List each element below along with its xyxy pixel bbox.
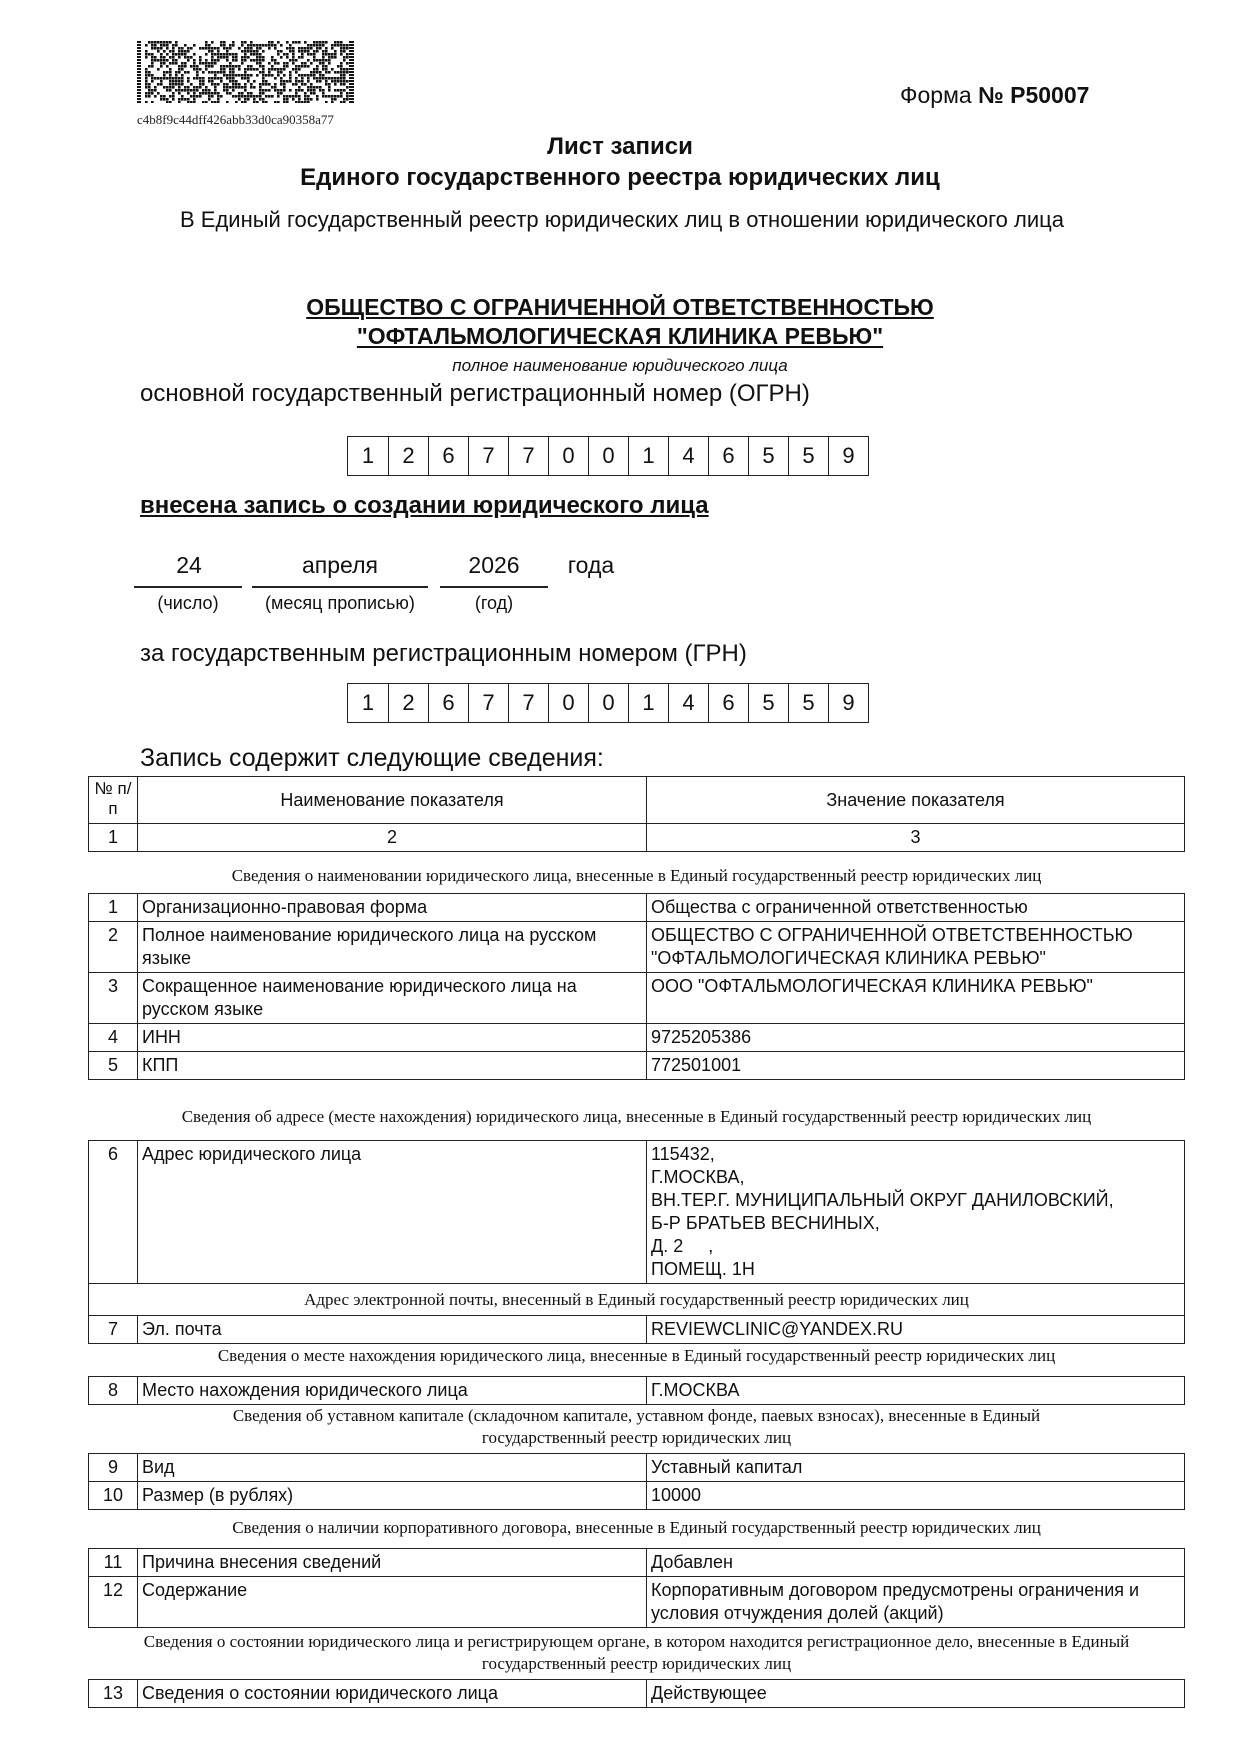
section-heading-status: Сведения о состоянии юридического лица и регистрирующем органе, в котором находится регистрационное дело, внесенные в Единый государственный реестр юридических лиц [143,1632,1130,1673]
date-suffix: года [567,552,615,578]
row-label: Размер (в рублях) [138,1482,647,1510]
section-heading-address: Сведения об адресе (месте нахождения) юридического лица, внесенные в Единый государственный реестр юридических лиц [181,1107,1092,1126]
document-title: Лист записи [547,133,693,160]
row-value: Добавлен [647,1549,1185,1577]
table-row [89,1052,1185,1080]
row-number: 8 [89,1377,138,1405]
header-col2: 2 [138,824,647,852]
row-value: 10000 [647,1482,1185,1510]
ogrn-digit: 9 [828,437,868,475]
grn-digit: 4 [668,684,708,722]
grn-digit: 9 [828,684,868,722]
row-number: 4 [89,1024,138,1052]
row-value: Корпоративным договором предусмотрены ограничения и условия отчуждения долей (акций) [647,1577,1185,1628]
ogrn-digit: 0 [588,437,628,475]
ogrn-digit: 0 [548,437,588,475]
row-label: Место нахождения юридического лица [138,1377,647,1405]
address-line: Г.МОСКВА, [651,1167,745,1187]
corporate-table [88,1548,1185,1628]
header-num: № п/п [89,777,138,824]
address-line: ВН.ТЕР.Г. МУНИЦИПАЛЬНЫЙ ОКРУГ ДАНИЛОВСКИЙ, [651,1190,1114,1210]
table-row [89,1377,1185,1405]
row-value [647,1141,1185,1284]
grn-digit: 1 [361,690,375,715]
grn-digit: 0 [588,684,628,722]
row-label: Причина внесения сведений [138,1549,647,1577]
form-prefix: Форма [900,82,972,108]
section-heading-name: Сведения о наименовании юридического лица, внесенные в Единый государственный реестр юридических лиц [231,866,1042,885]
grn-digit: 2 [388,684,428,722]
name-table [88,893,1185,1080]
ogrn-digit: 2 [388,437,428,475]
header-col3: 3 [647,824,1185,852]
grn-digit: 1 [628,684,668,722]
ogrn-digit: 4 [668,437,708,475]
grn-digit: 5 [788,684,828,722]
date-month: апреля [302,552,378,578]
row-number: 12 [89,1577,138,1628]
row-label: Сокращенное наименование юридического лица на русском языке [138,973,647,1024]
header-value: Значение показателя [647,777,1185,824]
status-table [88,1679,1185,1708]
day-caption: (число) [157,593,219,613]
row-label: Адрес юридического лица [138,1141,647,1284]
barcode-hash: c4b8f9c44dff426abb33d0ca90358a77 [137,112,334,127]
header-name: Наименование показателя [138,777,647,824]
org-name-line1: ОБЩЕСТВО С ОГРАНИЧЕННОЙ ОТВЕТСТВЕННОСТЬЮ [306,294,934,320]
grn-digit: 0 [548,684,588,722]
row-label: Полное наименование юридического лица на русском языке [138,922,647,973]
table-row [89,1454,1185,1482]
location-table [88,1376,1185,1405]
document-subtitle: Единого государственного реестра юридических лиц [300,164,940,191]
row-label: Эл. почта [138,1316,647,1344]
grn-digit: 7 [468,684,508,722]
date-day: 24 [176,552,202,578]
section-heading-location: Сведения о месте нахождения юридического лица, внесенные в Единый государственный реестр юридических лиц [217,1346,1056,1365]
row-value: Общества с ограниченной ответственностью [647,894,1185,922]
section-heading-corporate: Сведения о наличии корпоративного договора, внесенные в Единый государственный реестр юридических лиц [232,1518,1041,1537]
day-underline [134,586,242,588]
year-underline [440,586,548,588]
intro-text: В Единый государственный реестр юридических лиц в отношении юридического лица [180,207,1064,232]
grn-digit: 5 [748,684,788,722]
date-year: 2026 [468,552,520,578]
grn-digit: 7 [508,684,548,722]
row-value: Уставный капитал [647,1454,1185,1482]
row-number: 10 [89,1482,138,1510]
header-col1: 1 [89,824,138,852]
address-line: 115432, [651,1144,715,1164]
ogrn-digit: 1 [361,443,375,468]
form-code: № Р50007 [978,82,1090,108]
table-row [89,1024,1185,1052]
ogrn-label: основной государственный регистрационный номер (ОГРН) [140,380,810,407]
contains-label: Запись содержит следующие сведения: [140,744,604,772]
grn-digit-boxes [347,683,869,723]
table-row [89,1549,1185,1577]
address-line: ПОМЕЩ. 1Н [651,1259,755,1279]
grn-digit: 6 [428,684,468,722]
row-number: 2 [89,922,138,973]
ogrn-digit: 5 [788,437,828,475]
ogrn-digit: 7 [468,437,508,475]
row-number: 13 [89,1680,138,1708]
table-row [89,922,1185,973]
row-label: ИНН [138,1024,647,1052]
row-number: 9 [89,1454,138,1482]
row-value: REVIEWCLINIC@YANDEX.RU [647,1316,1185,1344]
section-heading-capital: Сведения об уставном капитале (складочном капитале, уставном фонде, паевых взносах), внесенные в Единый государственный реестр юридических лиц [232,1406,1041,1447]
row-label: КПП [138,1052,647,1080]
table-row [89,1316,1185,1344]
entry-statement: внесена запись о создании юридического лица [140,492,709,519]
table-row [89,973,1185,1024]
row-value: 772501001 [647,1052,1185,1080]
section-heading-email: Адрес электронной почты, внесенный в Единый государственный реестр юридических лиц [89,1284,1185,1316]
grn-label: за государственным регистрационным номером (ГРН) [140,640,747,667]
row-number: 6 [89,1141,138,1284]
address-line: Д. 2 , [651,1236,714,1256]
row-number: 3 [89,973,138,1024]
barcode [137,41,355,103]
row-value: ОБЩЕСТВО С ОГРАНИЧЕННОЙ ОТВЕТСТВЕННОСТЬЮ "ОФТАЛЬМОЛОГИЧЕСКАЯ КЛИНИКА РЕВЬЮ" [647,922,1185,973]
form-number [900,82,1089,109]
row-label: Организационно-правовая форма [138,894,647,922]
capital-table [88,1453,1185,1510]
table-row [89,1141,1185,1284]
table-row [89,1482,1185,1510]
row-label: Вид [138,1454,647,1482]
ogrn-digit: 1 [628,437,668,475]
row-number: 5 [89,1052,138,1080]
table-row [89,1577,1185,1628]
ogrn-digit: 5 [748,437,788,475]
row-value: Г.МОСКВА [647,1377,1185,1405]
row-value: Действующее [647,1680,1185,1708]
address-line: Б-Р БРАТЬЕВ ВЕСНИНЫХ, [651,1213,880,1233]
row-value: ООО "ОФТАЛЬМОЛОГИЧЕСКАЯ КЛИНИКА РЕВЬЮ" [647,973,1185,1024]
ogrn-digit: 6 [428,437,468,475]
org-name-caption: полное наименование юридического лица [452,356,788,375]
ogrn-digit: 6 [708,437,748,475]
year-caption: (год) [474,593,514,613]
grn-digit: 6 [708,684,748,722]
row-value: 9725205386 [647,1024,1185,1052]
row-number: 7 [89,1316,138,1344]
row-number: 1 [89,894,138,922]
month-caption: (месяц прописью) [265,593,415,613]
table-row [89,1680,1185,1708]
row-number: 11 [89,1549,138,1577]
row-label: Сведения о состоянии юридического лица [138,1680,647,1708]
ogrn-digit-boxes [347,436,869,476]
header-table [88,776,1185,852]
table-row [89,894,1185,922]
ogrn-digit: 7 [508,437,548,475]
month-underline [252,586,428,588]
row-label: Содержание [138,1577,647,1628]
org-name-line2: "ОФТАЛЬМОЛОГИЧЕСКАЯ КЛИНИКА РЕВЬЮ" [356,323,884,349]
address-table [88,1140,1185,1344]
